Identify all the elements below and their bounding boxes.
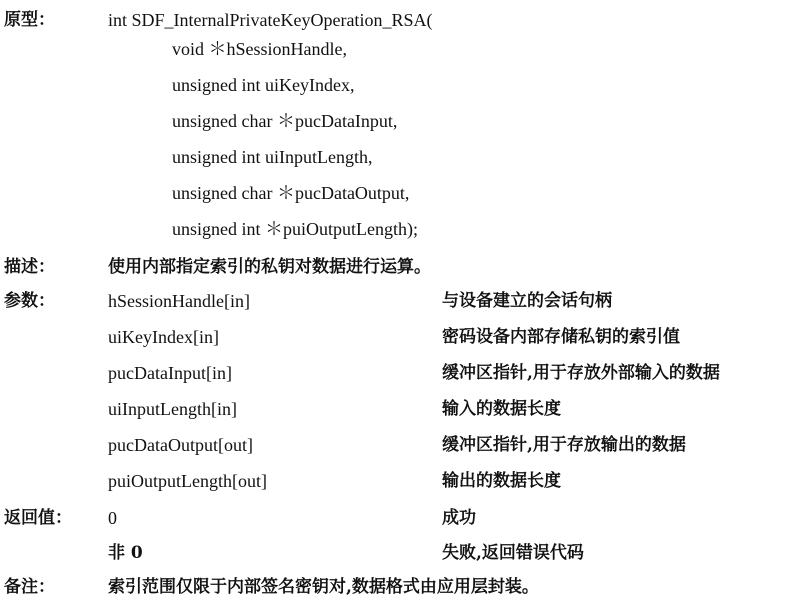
prototype-signature: int SDF_InternalPrivateKeyOperation_RSA( [108,10,433,30]
parameter-name: pucDataOutput[out] [108,435,253,455]
return-value: 非 0 [108,543,143,563]
parameter-desc: 缓冲区指针,用于存放输出的数据 [442,435,686,455]
remarks-text: 索引范围仅限于内部签名密钥对,数据格式由应用层封装。 [108,577,539,597]
parameter-desc: 缓冲区指针,用于存放外部输入的数据 [442,363,720,383]
return-value-desc: 失败,返回错误代码 [442,543,584,563]
parameter-name: uiInputLength[in] [108,399,237,419]
parameter-name: pucDataInput[in] [108,363,232,383]
remarks-label: 备注： [4,577,55,597]
return-value-desc: 成功 [442,508,476,528]
prototype-param-line: unsigned char ＊pucDataOutput, [172,183,410,203]
description-label: 描述： [4,257,55,277]
return-value: 0 [108,508,117,528]
prototype-param-line: void ＊hSessionHandle, [172,39,347,59]
parameters-label: 参数： [4,291,55,311]
prototype-param-line: unsigned int uiInputLength, [172,147,373,167]
parameter-name: puiOutputLength[out] [108,471,267,491]
return-value-label: 返回值： [4,508,72,528]
prototype-label: 原型： [4,10,55,30]
parameter-name: uiKeyIndex[in] [108,327,219,347]
parameter-desc: 输出的数据长度 [442,471,561,491]
description-text: 使用内部指定索引的私钥对数据进行运算。 [108,257,431,277]
parameter-name: hSessionHandle[in] [108,291,250,311]
prototype-param-line: unsigned int uiKeyIndex, [172,75,355,95]
prototype-param-line: unsigned int ＊puiOutputLength); [172,219,418,239]
parameter-desc: 密码设备内部存储私钥的索引值 [442,327,680,347]
parameter-desc: 与设备建立的会话句柄 [442,291,612,311]
prototype-param-line: unsigned char ＊pucDataInput, [172,111,398,131]
parameter-desc: 输入的数据长度 [442,399,561,419]
